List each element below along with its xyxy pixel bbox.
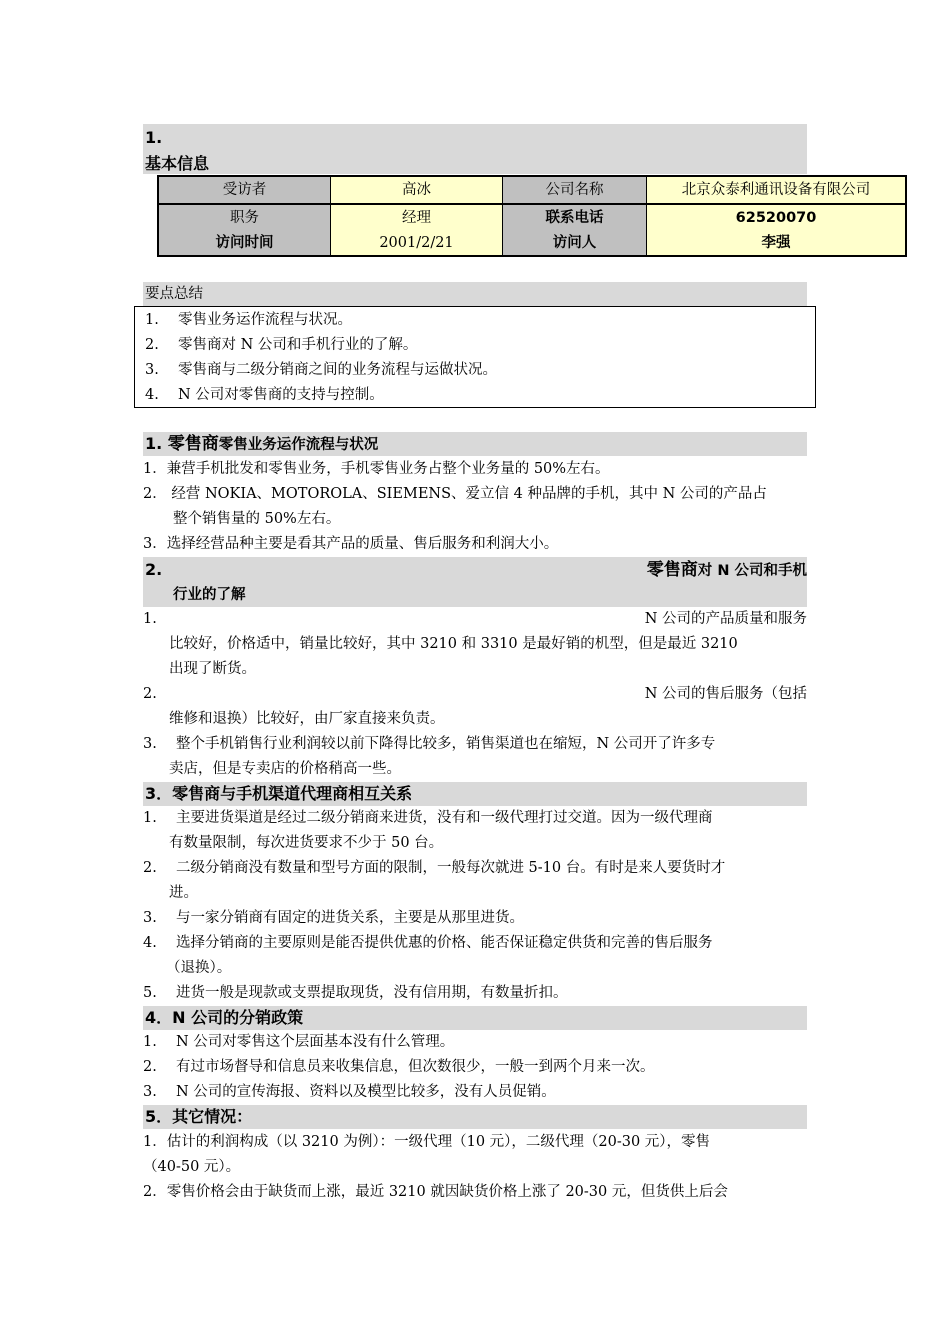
s4-line-2: 2. 有过市场督导和信息员来收集信息，但次数很少，一般一到两个月来一次。 — [143, 1059, 655, 1075]
section-4-title: 4．N 公司的分销政策 — [145, 1008, 304, 1027]
phone-label: 联系电话 — [503, 205, 647, 231]
summary-item-4: N 公司对零售商的支持与控制。 — [178, 387, 384, 403]
s1-line-2: 2． 经营 NOKIA、MOTOROLA、SIEMENS、爱立信 4 种品牌的手机，其中 N 公司的产品占 — [143, 486, 767, 502]
s1-line-3: 整个销售量的 50%左右。 — [173, 511, 341, 527]
s2-p1-line-2: 比较好，价格适中，销量比较好，其中 3210 和 3310 是最好销的机型，但是最近 3210 — [169, 636, 738, 652]
s2-p2-line-2: 维修和退换）比较好，由厂家直接来负责。 — [169, 711, 445, 727]
s5-line-3: 2．零售价格会由于缺货而上涨，最近 3210 就因缺货价格上涨了 20-30 元，但货供上后会 — [143, 1184, 728, 1200]
s4-line-1: 1. N 公司对零售这个层面基本没有什么管理。 — [143, 1034, 455, 1050]
s3-line-1: 1. 主要进货渠道是经过二级分销商来进货，没有和一级代理打过交道。因为一级代理商 — [143, 810, 713, 826]
s3-line-8: 5. 进货一般是现款或支票提取现货，没有信用期，有数量折扣。 — [143, 985, 568, 1001]
phone-value: 62520070 — [647, 205, 905, 231]
basic-info-number: 1. — [145, 128, 163, 147]
summary-box — [134, 306, 816, 408]
section-3-title: 3．零售商与手机渠道代理商相互关系 — [145, 784, 413, 803]
s5-line-1: 1．估计的利润构成（以 3210 为例）：一级代理（10 元），二级代理（20-30 元），零售 — [143, 1134, 711, 1150]
section-5-title: 5．其它情况： — [145, 1107, 253, 1126]
s3-line-6: 4. 选择分销商的主要原则是能否提供优惠的价格、能否保证稳定供货和完善的售后服务 — [143, 935, 713, 951]
section-1-title-small: 零售业务运作流程与状况 — [218, 437, 379, 453]
s2-para-1 — [143, 607, 807, 632]
interviewee-label: 受访者 — [159, 177, 331, 203]
visit-time-label: 访问时间 — [159, 231, 331, 255]
s2-p3-line-1: 3. 整个手机销售行业利润较以前下降得比较多，销售渠道也在缩短，N 公司开了许多专 — [143, 736, 716, 752]
summary-num-3: 3. — [145, 362, 159, 378]
section-2-num: 2. — [145, 560, 163, 579]
summary-num-2: 2. — [145, 337, 159, 353]
section-1-title-big: 零售商 — [167, 434, 219, 454]
visitor-value: 李强 — [647, 231, 905, 255]
summary-item-2: 零售商对 N 公司和手机行业的了解。 — [178, 337, 418, 353]
section-2-title-cont: 行业的了解 — [173, 587, 246, 603]
s2-p1-line-3: 出现了断货。 — [169, 661, 256, 677]
summary-num-4: 4. — [145, 387, 159, 403]
basic-info-title: 基本信息 — [145, 154, 210, 173]
basic-info-header — [143, 124, 807, 174]
summary-header — [143, 282, 807, 306]
section-2-title — [647, 557, 807, 584]
summary-title: 要点总结 — [145, 286, 203, 302]
interviewee-value: 高冰 — [331, 177, 503, 203]
s3-line-2: 有数量限制，每次进货要求不少于 50 台。 — [169, 835, 444, 851]
section-2-title-big: 零售商 — [646, 560, 698, 580]
s2-p3-line-2: 卖店，但是专卖店的价格稍高一些。 — [169, 761, 401, 777]
company-value: 北京众泰利通讯设备有限公司 — [647, 177, 905, 203]
visitor-label: 访问人 — [503, 231, 647, 255]
info-table — [157, 175, 907, 257]
s4-line-3: 3. N 公司的宣传海报、资料以及模型比较多，没有人员促销。 — [143, 1084, 556, 1100]
s1-line-1: 1．兼营手机批发和零售业务，手机零售业务占整个业务量的 50%左右。 — [143, 461, 610, 477]
s3-line-5: 3. 与一家分销商有固定的进货关系，主要是从那里进货。 — [143, 910, 524, 926]
company-label: 公司名称 — [503, 177, 647, 203]
section-1-num: 1. — [145, 434, 163, 453]
s3-line-7: （退换）。 — [166, 960, 232, 976]
s2-para-2 — [143, 682, 807, 707]
s3-line-4: 进。 — [169, 885, 198, 901]
visit-time-value: 2001/2/21 — [331, 231, 503, 255]
summary-num-1: 1. — [145, 312, 159, 328]
section-1-title — [145, 432, 378, 457]
summary-item-1: 零售业务运作流程与状况。 — [178, 312, 352, 328]
section-2-title-small: 对 N 公司和手机 — [697, 563, 807, 579]
s2-p2-num: 2. — [143, 686, 157, 702]
position-label: 职务 — [159, 205, 331, 231]
s1-line-4: 3．选择经营品种主要是看其产品的质量、售后服务和利润大小。 — [143, 536, 559, 552]
s2-p1-num: 1. — [143, 611, 157, 627]
s3-line-3: 2. 二级分销商没有数量和型号方面的限制，一般每次就进 5-10 台。有时是来人要货时才 — [143, 860, 726, 876]
summary-item-3: 零售商与二级分销商之间的业务流程与运做状况。 — [178, 362, 497, 378]
position-value: 经理 — [331, 205, 503, 231]
s2-p2-right: N 公司的售后服务（包括 — [644, 686, 807, 702]
s2-p1-right: N 公司的产品质量和服务 — [644, 611, 807, 627]
s5-line-2: （40-50 元）。 — [143, 1159, 241, 1175]
